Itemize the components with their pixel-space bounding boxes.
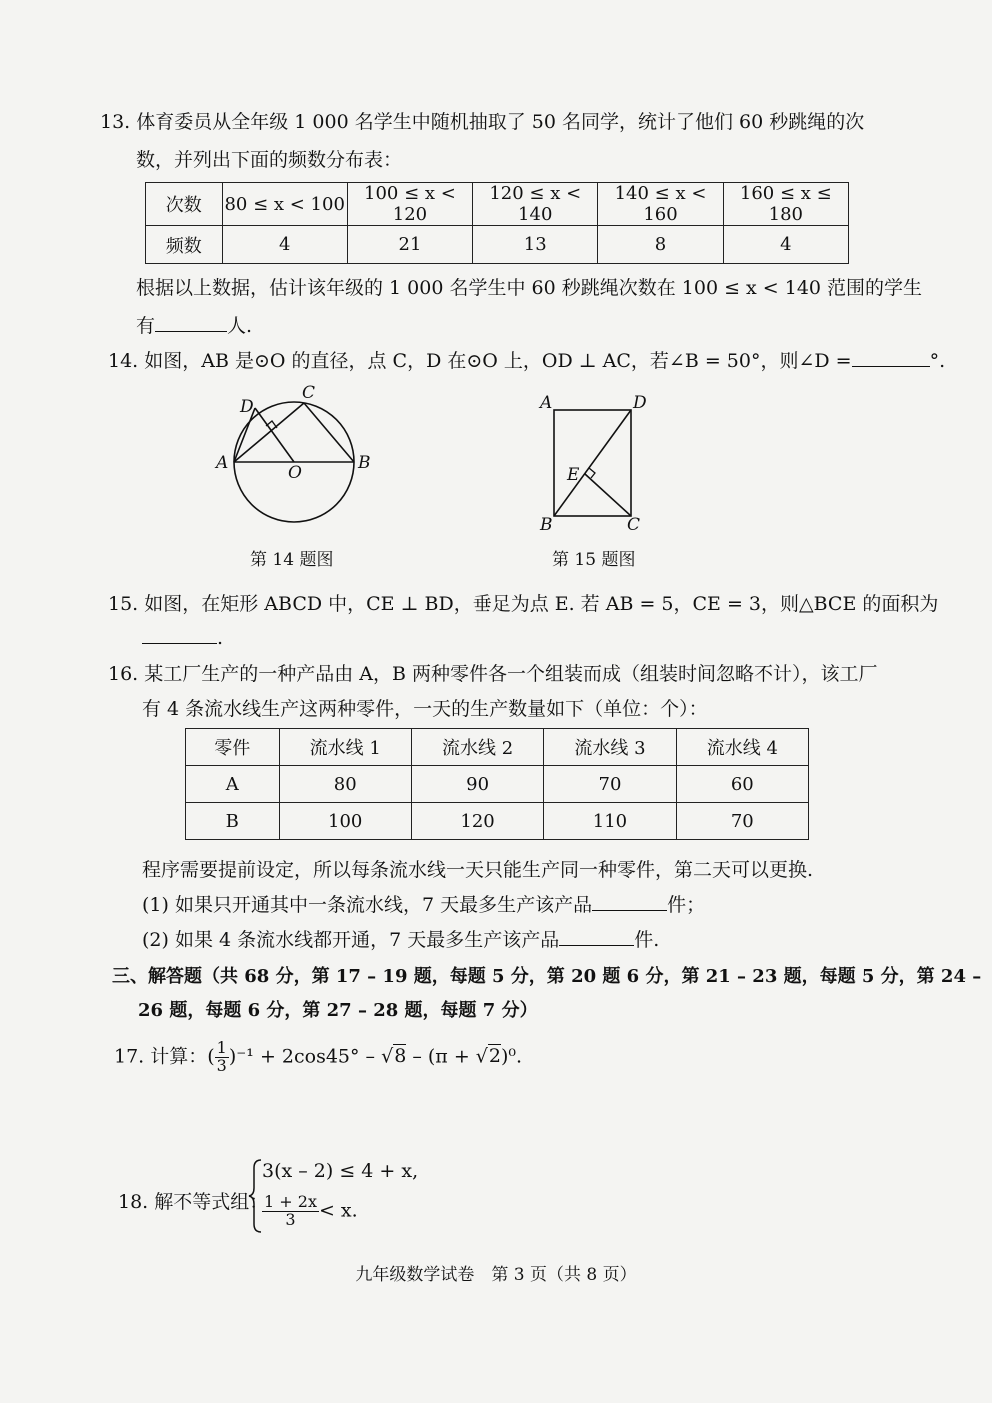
q17-end: )⁰. xyxy=(500,1045,523,1068)
table-cell: 140 ≤ x < 160 xyxy=(598,183,723,226)
table-cell: 零件 xyxy=(186,729,280,766)
table-cell: 流水线 2 xyxy=(411,729,543,766)
q17-sqrt-8: 8 xyxy=(394,1045,407,1068)
table-cell: 流水线 4 xyxy=(676,729,808,766)
q17-mid2: – (π + √ xyxy=(406,1045,488,1068)
q13-table-row xyxy=(146,226,849,264)
label-d: D xyxy=(633,393,647,413)
q16-part1-suffix: 件； xyxy=(667,894,706,916)
table-cell: 120 xyxy=(411,803,543,840)
fraction-numerator: 1 xyxy=(216,1038,227,1057)
q14-text: 14. 如图，AB 是⊙O 的直径，点 C，D 在⊙O 上，OD ⊥ AC，若∠B = 50°，则∠D = xyxy=(108,350,852,372)
table-cell: 次数 xyxy=(146,183,223,226)
q16-part2 xyxy=(142,925,659,952)
fraction-numerator: 1 + 2x xyxy=(264,1192,317,1211)
table-cell: 110 xyxy=(544,803,676,840)
q13-suffix: 人. xyxy=(227,315,253,337)
q13-prefix: 有 xyxy=(136,315,156,337)
table-cell: 160 ≤ x ≤ 180 xyxy=(723,183,848,226)
q17-sqrt-2: 2 xyxy=(488,1045,501,1068)
q15-line1: 15. 如图，在矩形 ABCD 中，CE ⊥ BD，垂足为点 E. 若 AB = 5，CE = 3，则△BCE 的面积为 xyxy=(108,593,939,615)
q13-line2: 数，并列出下面的频数分布表： xyxy=(136,149,403,171)
table-cell: 70 xyxy=(676,803,808,840)
q16-production-table xyxy=(185,728,809,840)
q18-label: 18. 解不等式组： xyxy=(118,1191,269,1213)
q16-line2: 有 4 条流水线生产这两种零件，一天的生产数量如下（单位：个）： xyxy=(142,698,708,720)
label-b: B xyxy=(540,515,553,535)
q15-line2 xyxy=(142,625,223,649)
q14-figure xyxy=(200,380,400,530)
right-angle-mark xyxy=(589,468,595,478)
fraction-denominator: 3 xyxy=(285,1209,296,1229)
table-cell: 4 xyxy=(723,226,848,264)
q15-suffix: . xyxy=(217,627,224,649)
table-cell: 120 ≤ x < 140 xyxy=(473,183,598,226)
q13-line4 xyxy=(136,311,252,338)
q13-table-header-row xyxy=(146,183,849,226)
table-cell: A xyxy=(186,766,280,803)
q15-figure xyxy=(535,388,665,538)
q18-inequality-2 xyxy=(262,1194,358,1229)
segment-ce xyxy=(585,474,631,516)
fraction-denominator: 3 xyxy=(216,1055,227,1075)
q16-part2-suffix: 件. xyxy=(634,929,660,951)
q16-line1: 16. 某工厂生产的一种产品由 A，B 两种零件各一个组装而成（组装时间忽略不计），该工厂 xyxy=(108,663,878,685)
page-footer: 九年级数学试卷 第 3 页（共 8 页） xyxy=(355,1265,637,1285)
q15-caption: 第 15 题图 xyxy=(552,550,636,570)
q16-table-header-row xyxy=(186,729,809,766)
q16-part1-blank xyxy=(592,892,667,911)
table-cell: 流水线 1 xyxy=(279,729,411,766)
diagonal-bd xyxy=(554,410,631,516)
label-a: A xyxy=(540,393,553,413)
table-cell: B xyxy=(186,803,280,840)
table-cell: 100 xyxy=(279,803,411,840)
table-cell: 60 xyxy=(676,766,808,803)
q14-line xyxy=(108,346,945,373)
q16-part2-blank xyxy=(559,927,634,946)
table-row xyxy=(186,766,809,803)
q18-fraction xyxy=(262,1194,319,1229)
q13-line3: 根据以上数据，估计该年级的 1 000 名学生中 60 秒跳绳次数在 100 ≤ x < 140 范围的学生 xyxy=(136,277,923,299)
label-c: C xyxy=(302,383,316,403)
q13-frequency-table xyxy=(145,182,849,264)
label-b: B xyxy=(358,453,371,473)
q17-label: 17. 计算：( xyxy=(114,1045,215,1068)
table-row xyxy=(186,803,809,840)
table-cell: 90 xyxy=(411,766,543,803)
table-cell: 70 xyxy=(544,766,676,803)
table-cell: 80 ≤ x < 100 xyxy=(222,183,347,226)
q16-line3: 程序需要提前设定，所以每条流水线一天只能生产同一种零件，第二天可以更换. xyxy=(142,859,814,881)
q14-caption: 第 14 题图 xyxy=(250,550,334,570)
q15-answer-blank xyxy=(142,625,217,644)
label-o: O xyxy=(288,463,302,483)
section3-heading-line2: 26 题，每题 6 分，第 27 – 28 题，每题 7 分） xyxy=(138,1000,538,1021)
q17-fraction xyxy=(215,1040,229,1075)
table-cell: 流水线 3 xyxy=(544,729,676,766)
label-c: C xyxy=(627,515,641,535)
q16-part2-text: (2) 如果 4 条流水线都开通，7 天最多生产该产品 xyxy=(142,929,560,951)
table-cell: 21 xyxy=(347,226,472,264)
table-cell: 80 xyxy=(279,766,411,803)
q16-part1 xyxy=(142,890,705,917)
q18-ineq2-suffix: < x. xyxy=(318,1199,358,1222)
q16-part1-text: (1) 如果只开通其中一条流水线，7 天最多生产该产品 xyxy=(142,894,593,916)
q18-inequality-1: 3(x – 2) ≤ 4 + x, xyxy=(262,1160,419,1182)
table-cell: 13 xyxy=(473,226,598,264)
q17-line xyxy=(114,1040,522,1075)
q14-suffix: °. xyxy=(929,350,946,372)
q13-answer-blank xyxy=(155,313,227,332)
label-a: A xyxy=(216,453,229,473)
section3-heading-line1: 三、解答题（共 68 分，第 17 – 19 题，每题 5 分，第 20 题 6 分，第 21 – 23 题，每题 5 分，第 24 – xyxy=(112,966,982,987)
q14-answer-blank xyxy=(852,348,930,367)
table-cell: 4 xyxy=(222,226,347,264)
label-e: E xyxy=(567,465,580,485)
label-d: D xyxy=(240,397,254,417)
table-cell: 频数 xyxy=(146,226,223,264)
table-cell: 8 xyxy=(598,226,723,264)
q13-line1: 13. 体育委员从全年级 1 000 名学生中随机抽取了 50 名同学，统计了他们 60 秒跳绳的次 xyxy=(100,111,865,133)
table-cell: 100 ≤ x < 120 xyxy=(347,183,472,226)
q17-mid: )⁻¹ + 2cos45° – √ xyxy=(228,1045,394,1068)
